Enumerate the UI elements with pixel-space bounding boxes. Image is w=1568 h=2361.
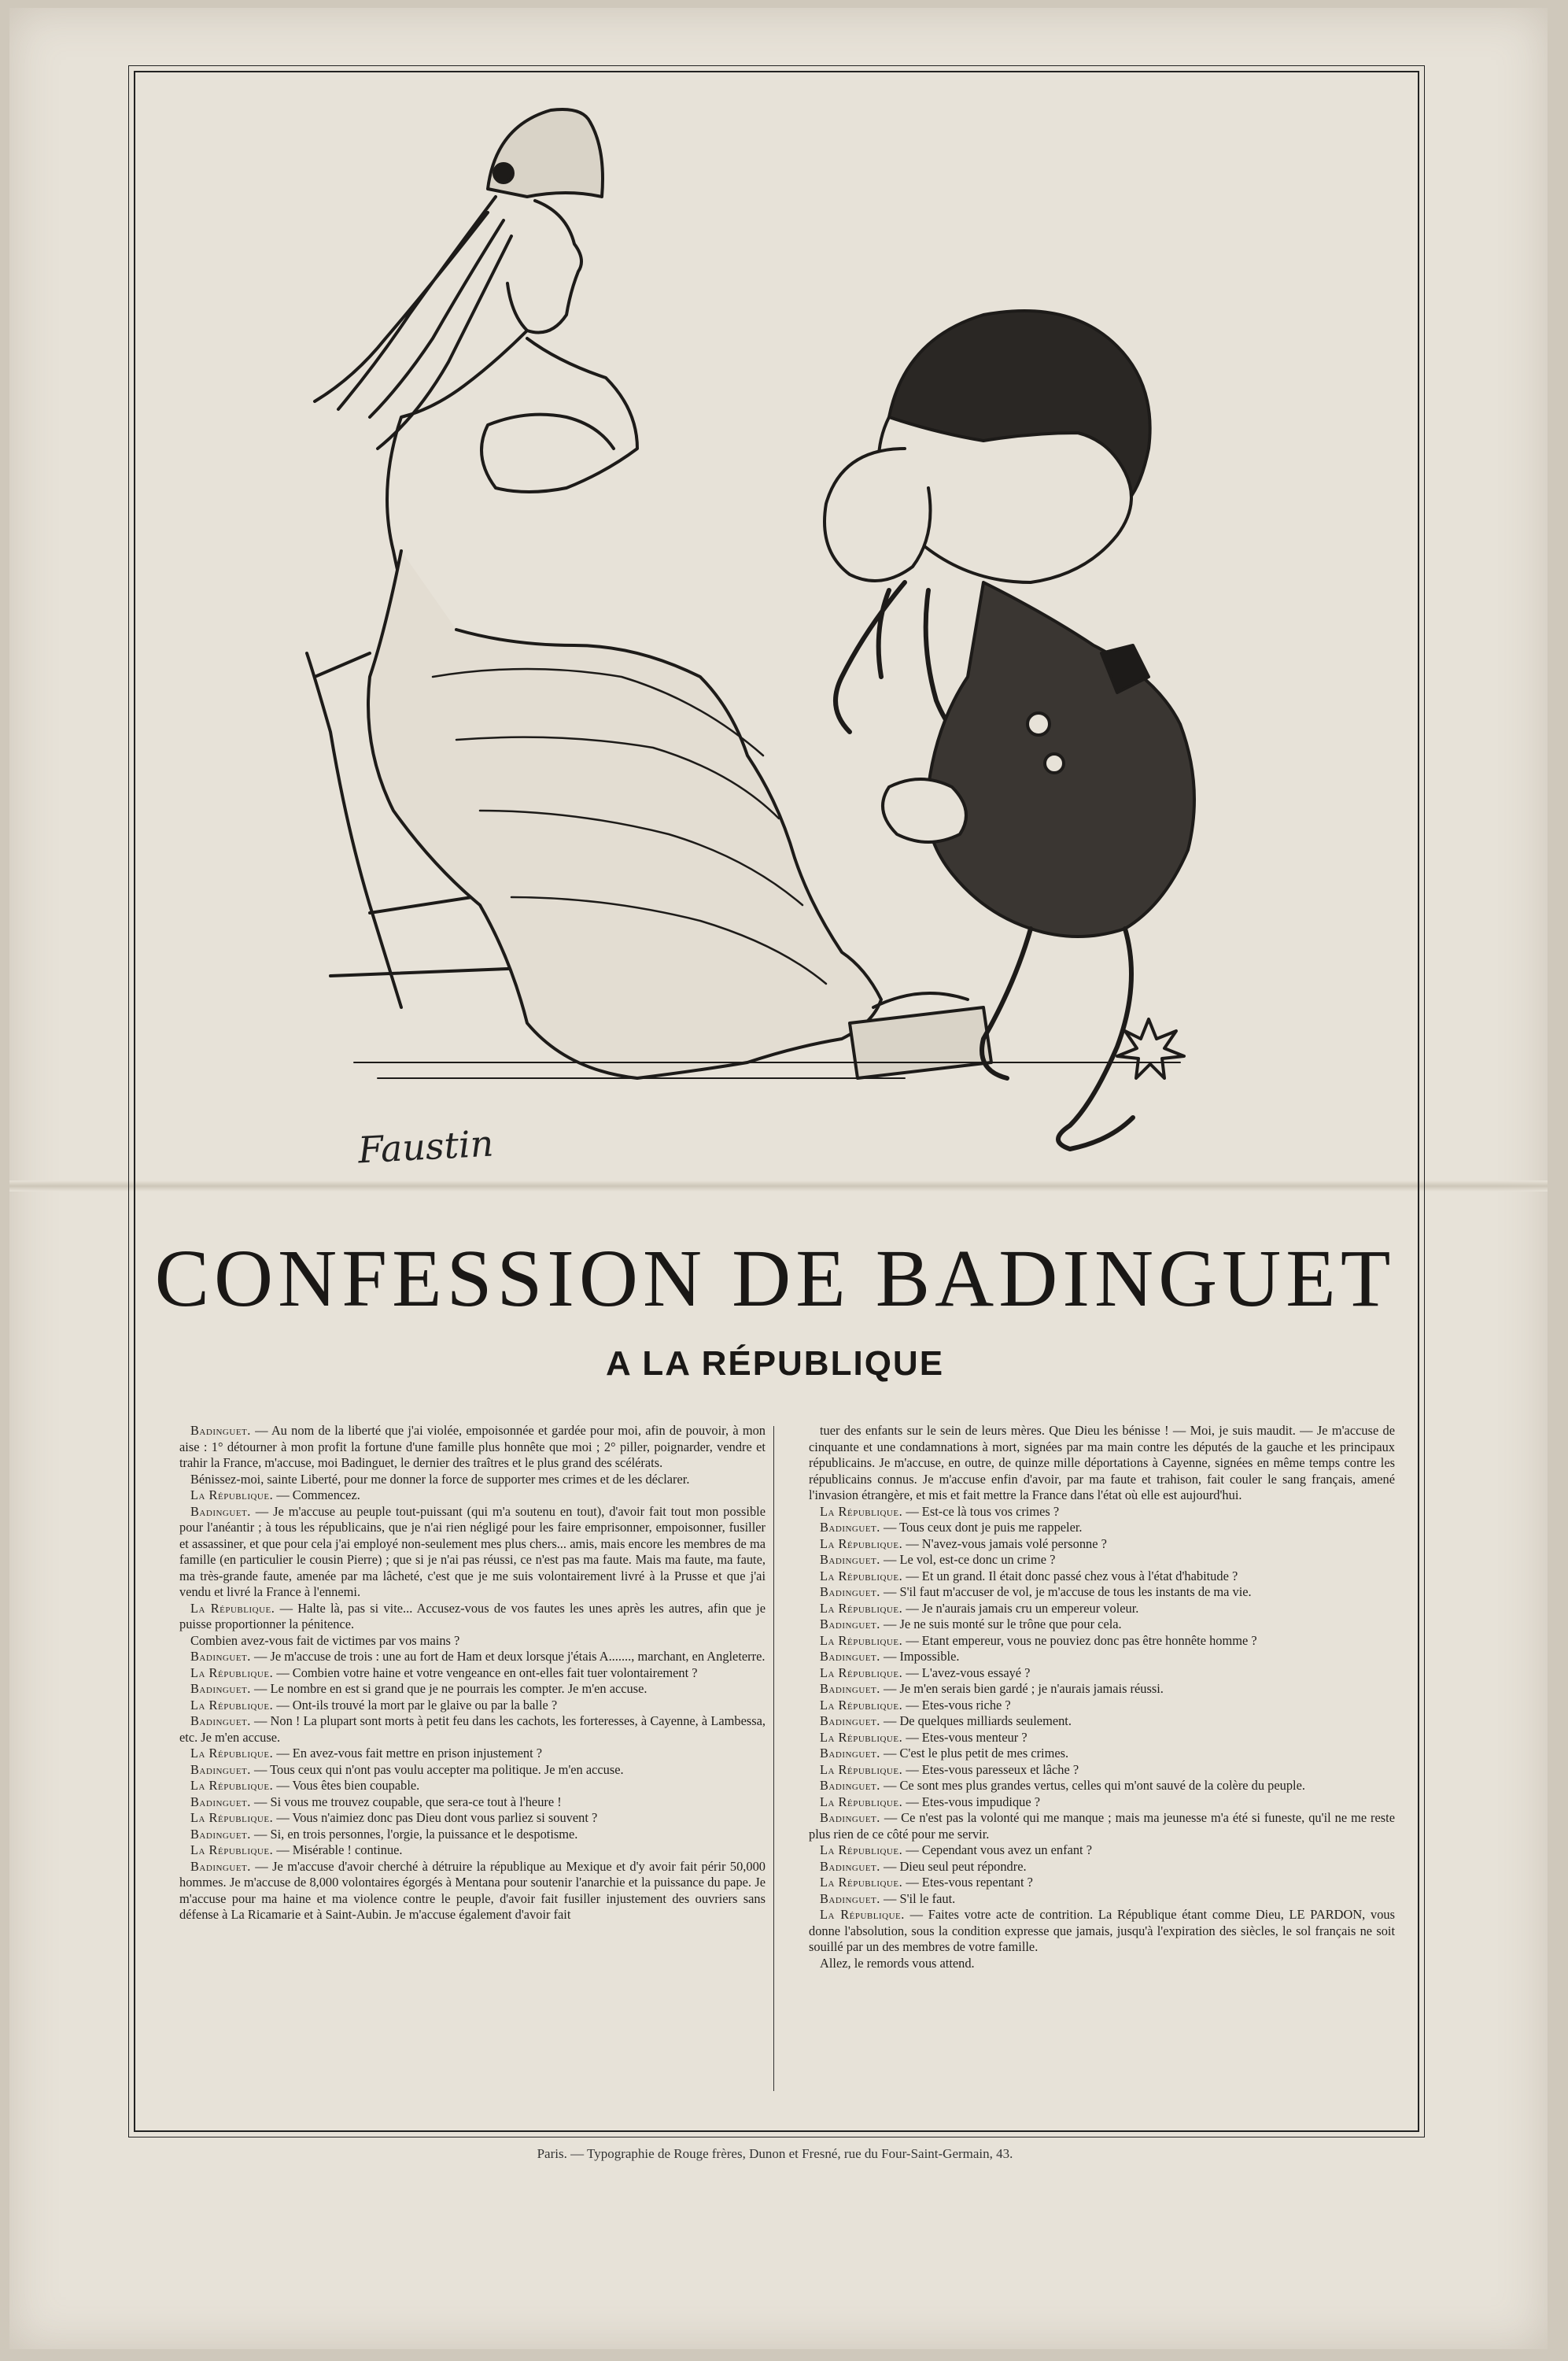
speaker-name: La République. [820,1503,903,1519]
speaker-name: La République. [820,1842,903,1857]
speaker-name: Badinguet. [190,1794,251,1809]
speech-text: — Ont-ils trouvé la mort par le glaive ou par la balle ? [276,1697,558,1713]
dialogue-columns [179,1423,1395,2100]
speaker-name: La République. [190,1842,274,1857]
speaker-name: La République. [820,1875,903,1890]
speaker-name: Badinguet. [820,1810,880,1825]
speaker-name: Badinguet. [190,1761,251,1777]
republic-face [507,201,581,333]
dialogue-paragraph [179,1859,766,1923]
dialogue-paragraph [179,1810,766,1827]
speech-text: tuer des enfants sur le sein de leurs mères. Que Dieu les bénisse ! — Moi, je suis maudit. — Je m'accuse de cinquante et une condamnations à mort, signées par ma main contre les députés de la gauche et les principaux républicains. Je m'accuse, en outre, de quinze mille déportations à Cayenne, signées en même temps contre les républicains connus. Je m'accuse enfin d'avoir, par ma faute et trahison, fait couler le sang français, amené l'invasion étrangère, et mis et fait mettre la France dans l'état où elle est aujourd'hui. [809,1423,1395,1502]
speech-text: Combien avez-vous fait de victimes par vos mains ? [190,1632,460,1648]
speaker-name: La République. [820,1697,903,1713]
dialogue-paragraph [179,1842,766,1859]
dialogue-paragraph [809,1584,1395,1601]
speaker-name: Badinguet. [820,1778,880,1793]
dialogue-paragraph [809,1730,1395,1746]
speaker-name: La République. [190,1697,274,1713]
dialogue-paragraph [809,1698,1395,1714]
speaker-name: Badinguet. [190,1649,251,1664]
dialogue-paragraph [809,1504,1395,1520]
speech-text: — S'il faut m'accuser de vol, je m'accuse de tous les instants de ma vie. [883,1584,1252,1599]
dialogue-paragraph [809,1552,1395,1568]
speaker-name: La République. [820,1729,903,1745]
speech-text: Allez, le remords vous attend. [820,1955,975,1971]
speech-text: — Vous n'aimiez donc pas Dieu dont vous parliez si souvent ? [276,1810,598,1825]
dialogue-paragraph [809,1778,1395,1794]
dialogue-paragraph [179,1746,766,1762]
speaker-name: Badinguet. [820,1681,880,1696]
speech-text: — En avez-vous fait mettre en prison injustement ? [276,1746,543,1761]
speaker-name: La République. [190,1600,275,1616]
speaker-name: Badinguet. [820,1552,880,1567]
speech-text: — Je m'en serais bien gardé ; je n'aurais jamais réussi. [883,1681,1164,1696]
speech-text: — Ce n'est pas la volonté qui me manque ; mais ma jeunesse m'a été si funeste, qu'il ne me reste plus rien de ce côté pour me servir. [809,1810,1395,1842]
speech-text: — Etes-vous menteur ? [906,1729,1028,1745]
speaker-name: Badinguet. [190,1713,251,1728]
speech-text: — Tous ceux dont je puis me rappeler. [883,1520,1083,1535]
speaker-name: La République. [820,1907,905,1922]
dialogue-paragraph [809,1536,1395,1553]
dialogue-paragraph [809,1810,1395,1842]
speaker-name: La République. [190,1810,274,1825]
dialogue-paragraph [179,1487,766,1504]
speech-text: — Etes-vous impudique ? [906,1794,1041,1809]
speech-text: — Est-ce là tous vos crimes ? [906,1503,1060,1519]
dialogue-paragraph [179,1423,766,1472]
dialogue-paragraph [179,1698,766,1714]
speaker-name: La République. [820,1794,903,1809]
dialogue-paragraph [809,1762,1395,1779]
speech-text: — Impossible. [883,1649,960,1664]
speech-text: — Si vous me trouvez coupable, que sera-ce tout à l'heure ! [253,1794,562,1809]
speaker-name: Badinguet. [820,1584,880,1599]
speaker-name: La République. [190,1665,274,1680]
speaker-name: Badinguet. [820,1746,880,1761]
speech-text: — Combien votre haine et votre vengeance en ont-elles fait tuer volontairement ? [276,1665,698,1680]
speech-text: — Etes-vous riche ? [906,1697,1011,1713]
dialogue-paragraph [179,1504,766,1601]
dialogue-paragraph [809,1520,1395,1536]
dialogue-paragraph [809,1907,1395,1956]
dialogue-paragraph [179,1665,766,1682]
speech-text: — Vous êtes bien coupable. [276,1778,420,1793]
dialogue-paragraph [809,1601,1395,1617]
page-title: CONFESSION DE BADINGUET [154,1233,1396,1324]
speaker-name: La République. [820,1600,903,1616]
speech-text: — Commencez. [276,1487,360,1502]
speech-text: — Au nom de la liberté que j'ai violée, empoisonnée et gardée pour moi, afin de pouvoir, à mon aise : 1° détourner à mon profit la fortune d'une famille plus honnête que moi ; 2° piller, poignarder, vendre et trahir la France, m'accuse, moi Badinguet, le dernier des traîtres et le plus grand des scélérats. [179,1423,766,1470]
dialogue-paragraph [809,1956,1395,1972]
printer-imprint: Paris. — Typographie de Rouge frères, Dunon et Fresné, rue du Four-Saint-Germain, 43. [537,2146,1013,2161]
speaker-name: Badinguet. [820,1649,880,1664]
speaker-name: La République. [190,1778,274,1793]
speech-text: Bénissez-moi, sainte Liberté, pour me donner la force de supporter mes crimes et de les déclarer. [190,1471,690,1487]
speaker-name: Badinguet. [820,1890,880,1906]
speaker-name: La République. [190,1487,274,1502]
speech-text: — L'avez-vous essayé ? [906,1665,1031,1680]
speaker-name: Badinguet. [190,1503,251,1519]
speaker-name: La République. [820,1761,903,1777]
dialogue-paragraph [809,1616,1395,1633]
speech-text: — Tous ceux qui n'ont pas voulu accepter ma politique. Je m'en accuse. [253,1761,624,1777]
speaker-name: Badinguet. [190,1681,251,1696]
speaker-name: Badinguet. [820,1616,880,1631]
speaker-name: La République. [820,1568,903,1583]
speech-text: — Etant empereur, vous ne pouviez donc pas être honnête homme ? [906,1632,1257,1648]
speech-text: — Etes-vous paresseux et lâche ? [906,1761,1079,1777]
speaker-name: La République. [820,1665,903,1680]
speaker-name: Badinguet. [820,1713,880,1728]
dialogue-column-right [809,1423,1395,2100]
speaker-name: Badinguet. [190,1858,251,1874]
speaker-name: Badinguet. [820,1858,880,1874]
page-subtitle: A LA RÉPUBLIQUE [605,1344,945,1383]
dialogue-paragraph [179,1681,766,1698]
speech-text: — Dieu seul peut répondre. [883,1858,1027,1874]
speech-text: — Ce sont mes plus grandes vertus, celles qui m'ont sauvé de la colère du peuple. [883,1778,1305,1793]
badinguet-legs [982,929,1133,1149]
speech-text: — Le vol, est-ce donc un crime ? [883,1552,1056,1567]
speaker-name: La République. [820,1632,903,1648]
speech-text: — Je m'accuse de trois : une au fort de Ham et deux lorsque j'étais A......., marchant, en Angleterre. [253,1649,766,1664]
dialogue-paragraph [809,1423,1395,1504]
dialogue-paragraph [809,1665,1395,1682]
speech-text: — Je n'aurais jamais cru un empereur voleur. [906,1600,1139,1616]
dialogue-paragraph [179,1778,766,1794]
speech-text: — Je m'accuse d'avoir cherché à détruire la république au Mexique et d'y avoir fait périr 50,000 hommes. Je m'accuse de 8,000 volontaires égorgés à Mentana pour soutenir l'anarchie et la puissance du pape. Je m'accuse pour ma haine et ma violence contre le peuple, d'avoir fait fusiller injustement des ouvriers sans défense à La Ricamarie et à Saint-Aubin. Je m'accuse également d'avoir fait [179,1858,766,1922]
dialogue-paragraph [179,1762,766,1779]
speaker-name: Badinguet. [190,1423,251,1438]
speech-text: — Etes-vous repentant ? [906,1875,1033,1890]
spur [1117,1019,1184,1078]
speaker-name: Badinguet. [190,1826,251,1842]
dialogue-paragraph [179,1472,766,1488]
dialogue-paragraph [809,1859,1395,1875]
speech-text: — Misérable ! continue. [276,1842,403,1857]
dialogue-paragraph [809,1681,1395,1698]
dialogue-paragraph [179,1794,766,1811]
dialogue-paragraph [179,1601,766,1633]
badinguet-hands [883,779,966,842]
dialogue-paragraph [809,1633,1395,1650]
speech-text: — C'est le plus petit de mes crimes. [883,1746,1069,1761]
dialogue-paragraph [809,1794,1395,1811]
speech-text: — Faites votre acte de contrition. La République étant comme Dieu, LE PARDON, vous donne l'absolution, sous la condition expresse que jamais, jusqu'à l'expiration des siècles, le sol français ne soit souillé par un des membres de votre famille. [809,1907,1395,1954]
speech-text: — Cependant vous avez un enfant ? [906,1842,1092,1857]
speaker-name: La République. [820,1535,903,1551]
speaker-name: La République. [190,1746,274,1761]
speech-text: — Le nombre en est si grand que je ne pourrais les compter. Je m'en accuse. [253,1681,647,1696]
dialogue-paragraph [809,1713,1395,1730]
dialogue-paragraph [809,1875,1395,1891]
dialogue-paragraph [179,1649,766,1665]
column-divider [773,1426,774,2091]
dialogue-paragraph [809,1891,1395,1908]
speech-text: — S'il le faut. [883,1890,956,1906]
speech-text: — Et un grand. Il était donc passé chez vous à l'état d'habitude ? [906,1568,1238,1583]
republic-dress [368,551,881,1078]
dialogue-paragraph [179,1633,766,1650]
dialogue-paragraph [809,1649,1395,1665]
artist-signature: Faustin [356,1121,495,1172]
badinguet-nose [825,449,931,581]
dialogue-paragraph [179,1827,766,1843]
caricature-illustration [197,79,1361,1236]
dialogue-column-left [179,1423,766,2100]
speech-text: — Halte là, pas si vite... Accusez-vous de vos fautes les unes après les autres, afin que je puisse proportionner la pénitence. [179,1600,766,1631]
dialogue-paragraph [809,1568,1395,1585]
speaker-name: Badinguet. [820,1520,880,1535]
speech-text: — Je ne suis monté sur le trône que pour cela. [883,1616,1122,1631]
speech-text: — Si, en trois personnes, l'orgie, la puissance et le despotisme. [253,1826,578,1842]
dialogue-paragraph [179,1713,766,1746]
dialogue-paragraph [809,1842,1395,1859]
speech-text: — Je m'accuse au peuple tout-puissant (qui m'a soutenu en tout), d'avoir fait tout mon possible pour l'anéantir ; à tous les républicains, que je n'ai rien négligé pour les faire emprisonner, empoisonner, fusiller et assassiner, et que pour cela j'ai employé non-seulement mes plus chers... amis, mais encore les membres de ma famille (en particulier le cousin Pierre) ; que si je n'ai pas réussi, ce n'est pas ma faute. Mais ma faute, ma faute, ma très-grande faute, amenée par ma lâcheté, c'est que je me suis volontairement livré à la Prusse et que j'ai vendu et livré la France à l'ennemi. [179,1503,766,1599]
speech-text: — N'avez-vous jamais volé personne ? [906,1535,1107,1551]
dialogue-paragraph [809,1746,1395,1762]
speech-text: — Non ! La plupart sont morts à petit feu dans les cachots, les forteresses, à Cayenne, à Lambessa, etc. Je m'en accuse. [179,1713,766,1745]
speech-text: — De quelques milliards seulement. [883,1713,1072,1728]
